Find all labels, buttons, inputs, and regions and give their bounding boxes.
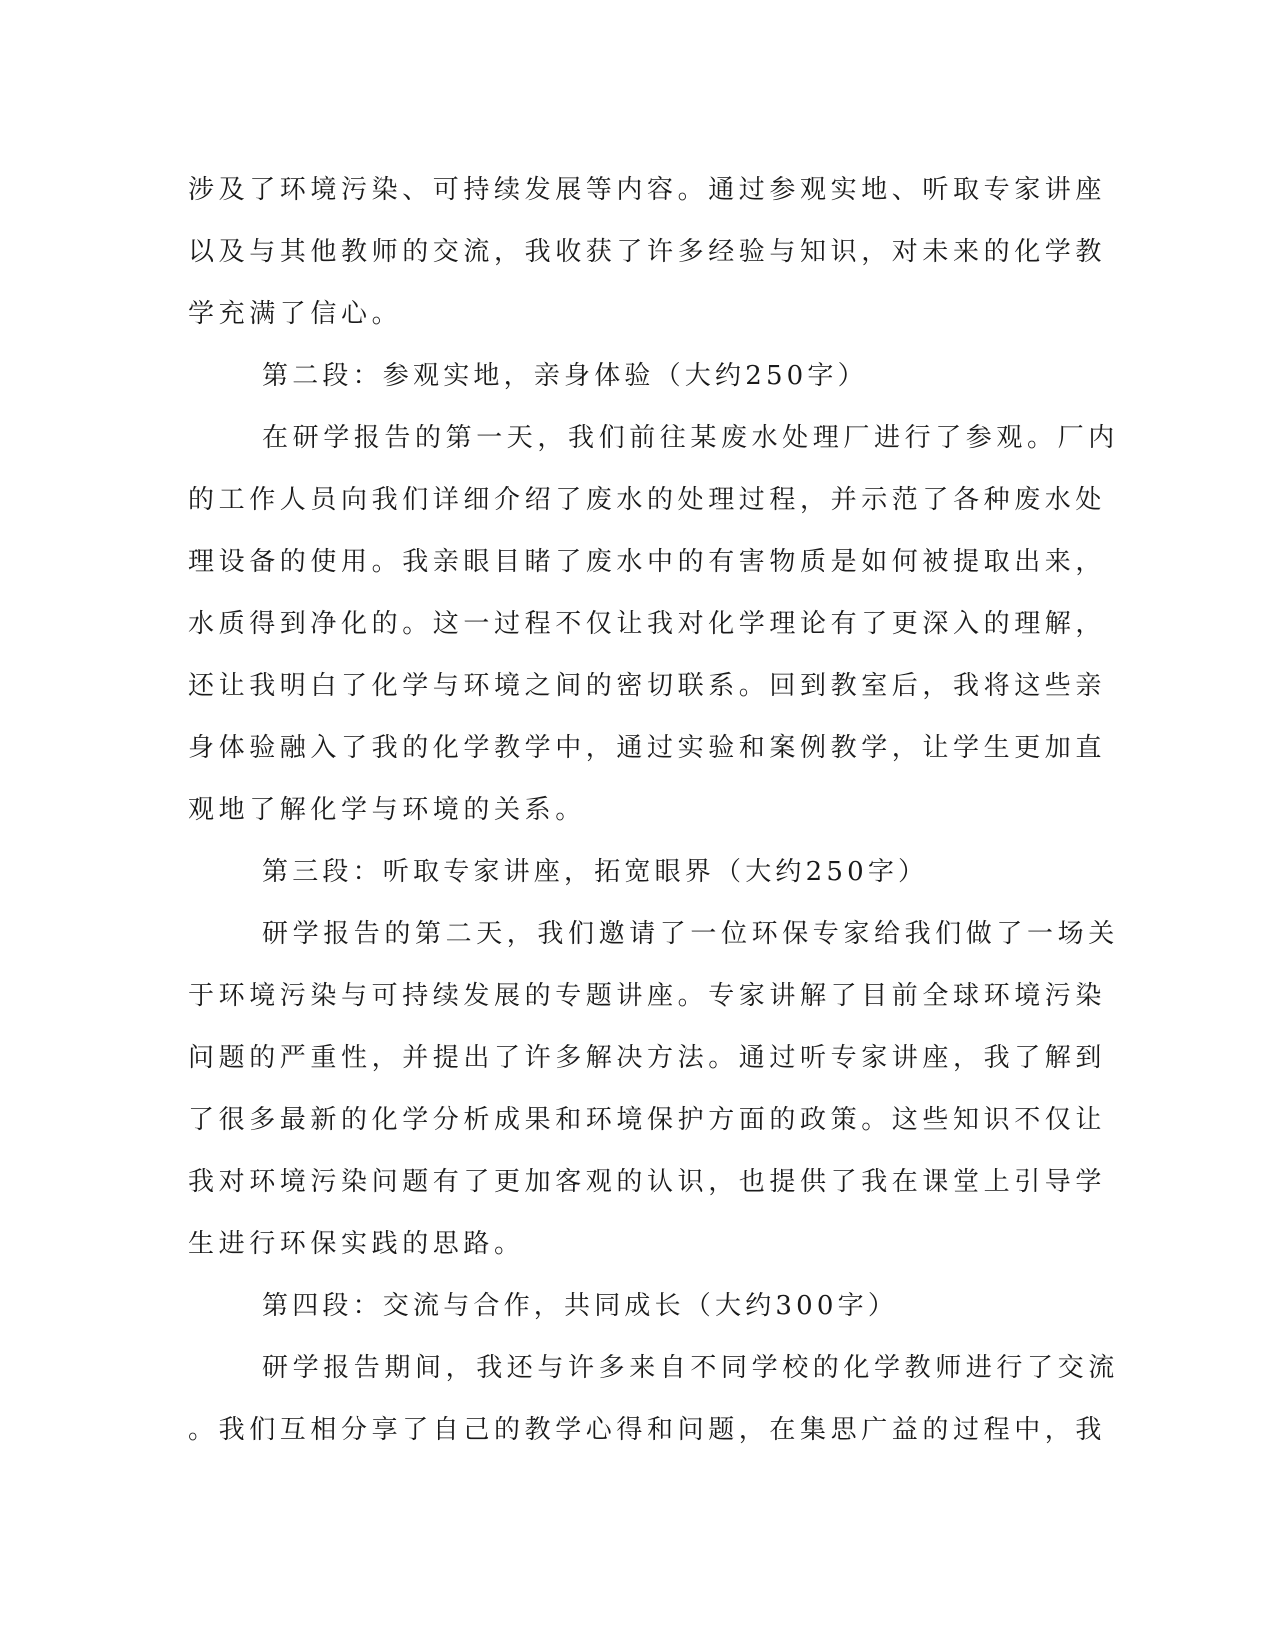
paragraph-line: 以及与其他教师的交流，我收获了许多经验与知识，对未来的化学教 (188, 237, 1107, 267)
paragraph-line: 了很多最新的化学分析成果和环境保护方面的政策。这些知识不仅让 (188, 1105, 1107, 1135)
paragraph-line: 水质得到净化的。这一过程不仅让我对化学理论有了更深入的理解， (188, 609, 1107, 639)
paragraph-line: 观地了解化学与环境的关系。 (188, 795, 586, 825)
paragraph-line: 在研学报告的第一天，我们前往某废水处理厂进行了参观。厂内 (262, 423, 1119, 453)
paragraph-line: 于环境污染与可持续发展的专题讲座。专家讲解了目前全球环境污染 (188, 981, 1107, 1011)
paragraph-line: 学充满了信心。 (188, 299, 403, 329)
paragraph-line: 研学报告的第二天，我们邀请了一位环保专家给我们做了一场关 (262, 919, 1119, 949)
paragraph-line: 我对环境污染问题有了更加客观的认识，也提供了我在课堂上引导学 (188, 1167, 1107, 1197)
paragraph-line: 生进行环保实践的思路。 (188, 1229, 525, 1259)
section-heading-4: 第四段：交流与合作，共同成长（大约300字） (262, 1291, 899, 1321)
paragraph-line: 问题的严重性，并提出了许多解决方法。通过听专家讲座，我了解到 (188, 1043, 1107, 1073)
section-heading-3: 第三段：听取专家讲座，拓宽眼界（大约250字） (262, 857, 929, 887)
paragraph-line: 的工作人员向我们详细介绍了废水的处理过程，并示范了各种废水处 (188, 485, 1107, 515)
section-heading-2: 第二段：参观实地，亲身体验（大约250字） (262, 361, 868, 391)
paragraph-line: 还让我明白了化学与环境之间的密切联系。回到教室后，我将这些亲 (188, 671, 1107, 701)
paragraph-line: 身体验融入了我的化学教学中，通过实验和案例教学，让学生更加直 (188, 733, 1107, 763)
paragraph-line: 理设备的使用。我亲眼目睹了废水中的有害物质是如何被提取出来， (188, 547, 1107, 577)
paragraph-line: 研学报告期间，我还与许多来自不同学校的化学教师进行了交流 (262, 1353, 1119, 1383)
paragraph-line: 涉及了环境污染、可持续发展等内容。通过参观实地、听取专家讲座 (188, 175, 1107, 205)
paragraph-line: 。我们互相分享了自己的教学心得和问题，在集思广益的过程中，我 (188, 1415, 1107, 1445)
